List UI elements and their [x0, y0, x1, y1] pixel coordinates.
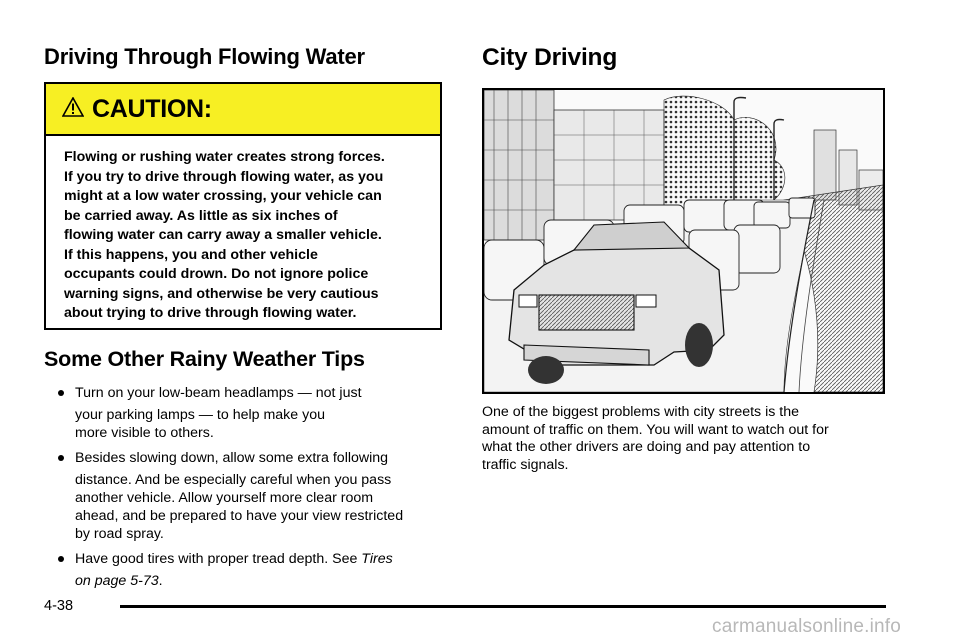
tips-list [58, 384, 448, 593]
page-number: 4-38 [44, 598, 74, 614]
list-item-line: ahead, and be prepared to have your view restricted [75, 508, 404, 525]
caution-line: If you try to drive through flowing water, as you [64, 168, 384, 185]
list-item-line: another vehicle. Allow yourself more clear room [75, 490, 374, 507]
caution-box [44, 82, 442, 330]
caution-line: might at a low water crossing, your vehicle can [64, 188, 382, 204]
section-title-flowing-water: Driving Through Flowing Water [44, 44, 365, 69]
bullet-icon [58, 556, 64, 562]
watermark: carmanualsonline.info [712, 616, 902, 637]
paragraph-line: One of the biggest problems with city streets is the [482, 404, 800, 420]
list-item [58, 449, 448, 544]
caution-line: If this happens, you and other vehicle [64, 246, 318, 263]
bullet-icon [58, 390, 64, 396]
list-item-line: more visible to others. [75, 425, 214, 442]
list-item-line: Besides slowing down, allow some extra following [75, 449, 389, 466]
caution-title: CAUTION: [92, 94, 212, 123]
list-item [58, 384, 448, 443]
bullet-icon [58, 455, 64, 461]
paragraph-line: traffic signals. [482, 456, 569, 473]
caution-line: flowing water can carry away a smaller vehicle. [64, 227, 382, 243]
list-item-text: Have good tires with proper tread depth. See [75, 550, 362, 567]
paragraph-line: amount of traffic on them. You will want to watch out for [482, 421, 829, 438]
warning-triangle-icon [62, 97, 84, 122]
caution-line: occupants could drown. Do not ignore police [64, 266, 369, 282]
caution-header [46, 84, 440, 136]
list-item-line [75, 572, 448, 590]
caution-line: about trying to drive through flowing water. [64, 305, 357, 321]
city-driving-paragraph [482, 404, 892, 474]
list-item-end: . [158, 572, 163, 589]
caution-text [46, 136, 440, 324]
list-item-line: your parking lamps — to help make you [75, 407, 325, 424]
caution-line: warning signs, and otherwise be very cautious [64, 285, 379, 302]
list-item [58, 550, 448, 590]
footer-rule [120, 605, 886, 608]
caution-line: Flowing or rushing water creates strong forces. [64, 149, 385, 165]
tires-link[interactable]: Tires [361, 550, 393, 567]
list-item-line [75, 550, 448, 568]
list-item-line: distance. And be especially careful when you pass [75, 471, 392, 488]
list-item-line: by road spray. [75, 526, 164, 543]
section-title-rainy-tips: Some Other Rainy Weather Tips [44, 347, 365, 371]
city-traffic-illustration [482, 88, 885, 394]
section-title-city-driving: City Driving [482, 44, 618, 71]
page-ref-link[interactable]: on page 5-73 [75, 572, 159, 589]
caution-line: be carried away. As little as six inches of [64, 207, 338, 224]
list-item-line: Turn on your low-beam headlamps — not just [75, 385, 362, 401]
paragraph-line: what the other drivers are doing and pay attention to [482, 439, 811, 456]
